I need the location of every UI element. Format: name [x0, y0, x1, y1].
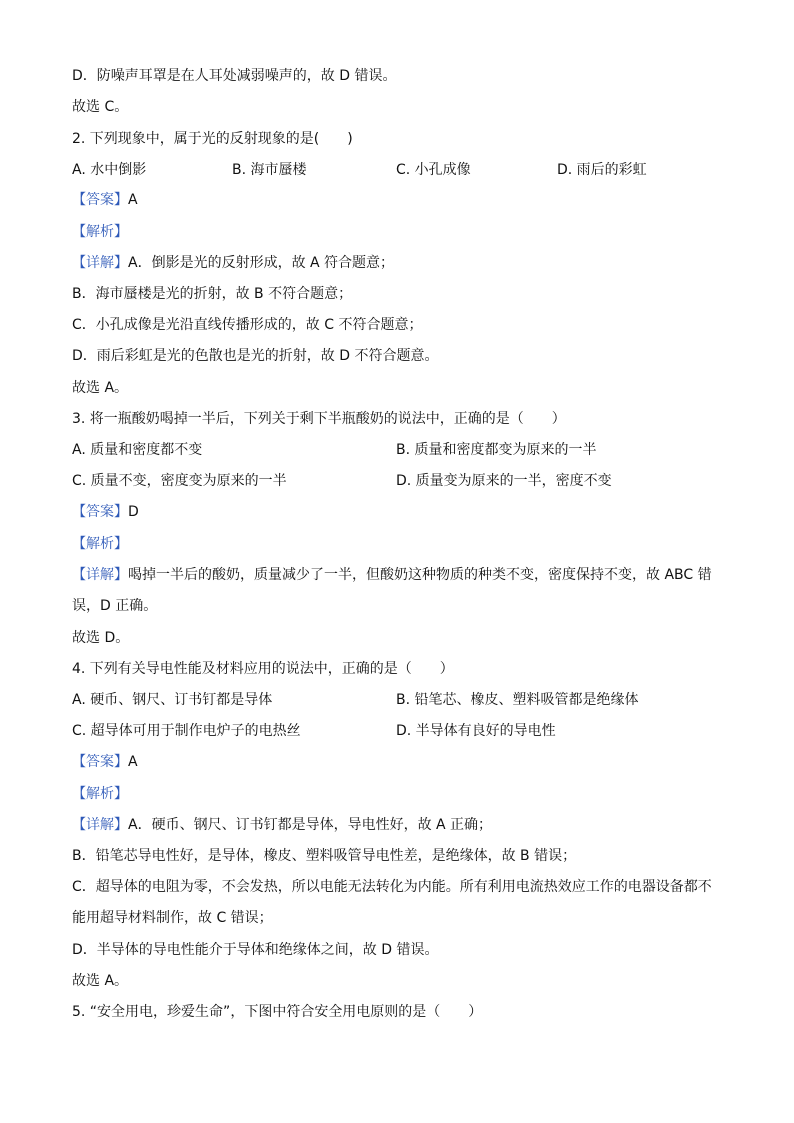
- q4-answer: [72, 752, 138, 772]
- detail-text: 喝掉一半后的酸奶，质量减少了一半，但酸奶这种物质的种类不变，密度保持不变，故 ABC 错: [128, 567, 712, 583]
- explanation-line: D．防噪声耳罩是在人耳处减弱噪声的，故 D 错误。: [72, 68, 397, 84]
- q2-detail-d: D．雨后彩虹是光的色散也是光的折射，故 D 不符合题意。: [72, 348, 439, 364]
- q4-option-d: D. 半导体有良好的导电性: [396, 723, 556, 739]
- detail-tag: 【详解】: [72, 255, 128, 271]
- q2-option-b: B. 海市蜃楼: [232, 162, 307, 178]
- detail-text: A．倒影是光的反射形成，故 A 符合题意；: [128, 255, 395, 271]
- answer-tag: 【答案】: [72, 192, 128, 208]
- q3-analysis-tag: 【解析】: [72, 536, 128, 552]
- q4-selection: 故选 A。: [72, 973, 129, 989]
- q2-answer: [72, 190, 138, 210]
- answer-tag: 【答案】: [72, 754, 128, 770]
- answer-tag: 【答案】: [72, 504, 128, 520]
- q2-detail: [72, 253, 394, 273]
- q3-option-c: C. 质量不变，密度变为原来的一半: [72, 473, 287, 489]
- question-5-stem: 5. “安全用电，珍爱生命”，下图中符合安全用电原则的是（ ）: [72, 1004, 483, 1020]
- q2-option-d: D. 雨后的彩虹: [557, 162, 647, 178]
- q3-answer: [72, 502, 139, 522]
- answer-value: A: [128, 754, 138, 770]
- answer-value: A: [128, 192, 138, 208]
- q4-detail-d: D．半导体的导电性能介于导体和绝缘体之间，故 D 错误。: [72, 942, 439, 958]
- q2-selection: 故选 A。: [72, 380, 129, 396]
- detail-tag: 【详解】: [72, 567, 128, 583]
- question-4-stem: 4. 下列有关导电性能及材料应用的说法中，正确的是（ ）: [72, 661, 454, 677]
- q4-analysis-tag: 【解析】: [72, 786, 128, 802]
- answer-value: D: [128, 504, 139, 520]
- q4-detail-c-cont: 能用超导材料制作，故 C 错误；: [72, 910, 273, 926]
- q3-detail: [72, 565, 712, 585]
- q2-option-a: A. 水中倒影: [72, 162, 147, 178]
- q4-option-c: C. 超导体可用于制作电炉子的电热丝: [72, 723, 301, 739]
- q3-option-b: B. 质量和密度都变为原来的一半: [396, 442, 597, 458]
- q2-detail-c: C．小孔成像是光沿直线传播形成的，故 C 不符合题意；: [72, 317, 423, 333]
- q4-option-b: B. 铅笔芯、橡皮、塑料吸管都是绝缘体: [396, 692, 639, 708]
- q3-selection: 故选 D。: [72, 630, 130, 646]
- q4-detail: [72, 815, 492, 835]
- q3-option-d: D. 质量变为原来的一半，密度不变: [396, 473, 612, 489]
- answer-selection: 故选 C。: [72, 99, 129, 115]
- q4-option-a: A. 硬币、钢尺、订书钉都是导体: [72, 692, 273, 708]
- q2-detail-b: B．海市蜃楼是光的折射，故 B 不符合题意；: [72, 286, 353, 302]
- question-3-stem: 3. 将一瓶酸奶喝掉一半后，下列关于剩下半瓶酸奶的说法中，正确的是（ ）: [72, 411, 566, 427]
- q4-detail-c: C．超导体的电阻为零，不会发热，所以电能无法转化为内能。所有利用电流热效应工作的电器设备都不: [72, 879, 712, 895]
- q3-detail-cont: 误，D 正确。: [72, 598, 158, 614]
- q2-option-c: C. 小孔成像: [396, 162, 471, 178]
- q4-detail-b: B．铅笔芯导电性好，是导体，橡皮、塑料吸管导电性差，是绝缘体，故 B 错误；: [72, 848, 577, 864]
- detail-tag: 【详解】: [72, 817, 128, 833]
- question-2-stem: 2. 下列现象中，属于光的反射现象的是( ): [72, 131, 353, 147]
- q2-analysis-tag: 【解析】: [72, 224, 128, 240]
- detail-text: A．硬币、钢尺、订书钉都是导体，导电性好，故 A 正确；: [128, 817, 493, 833]
- q3-option-a: A. 质量和密度都不变: [72, 442, 203, 458]
